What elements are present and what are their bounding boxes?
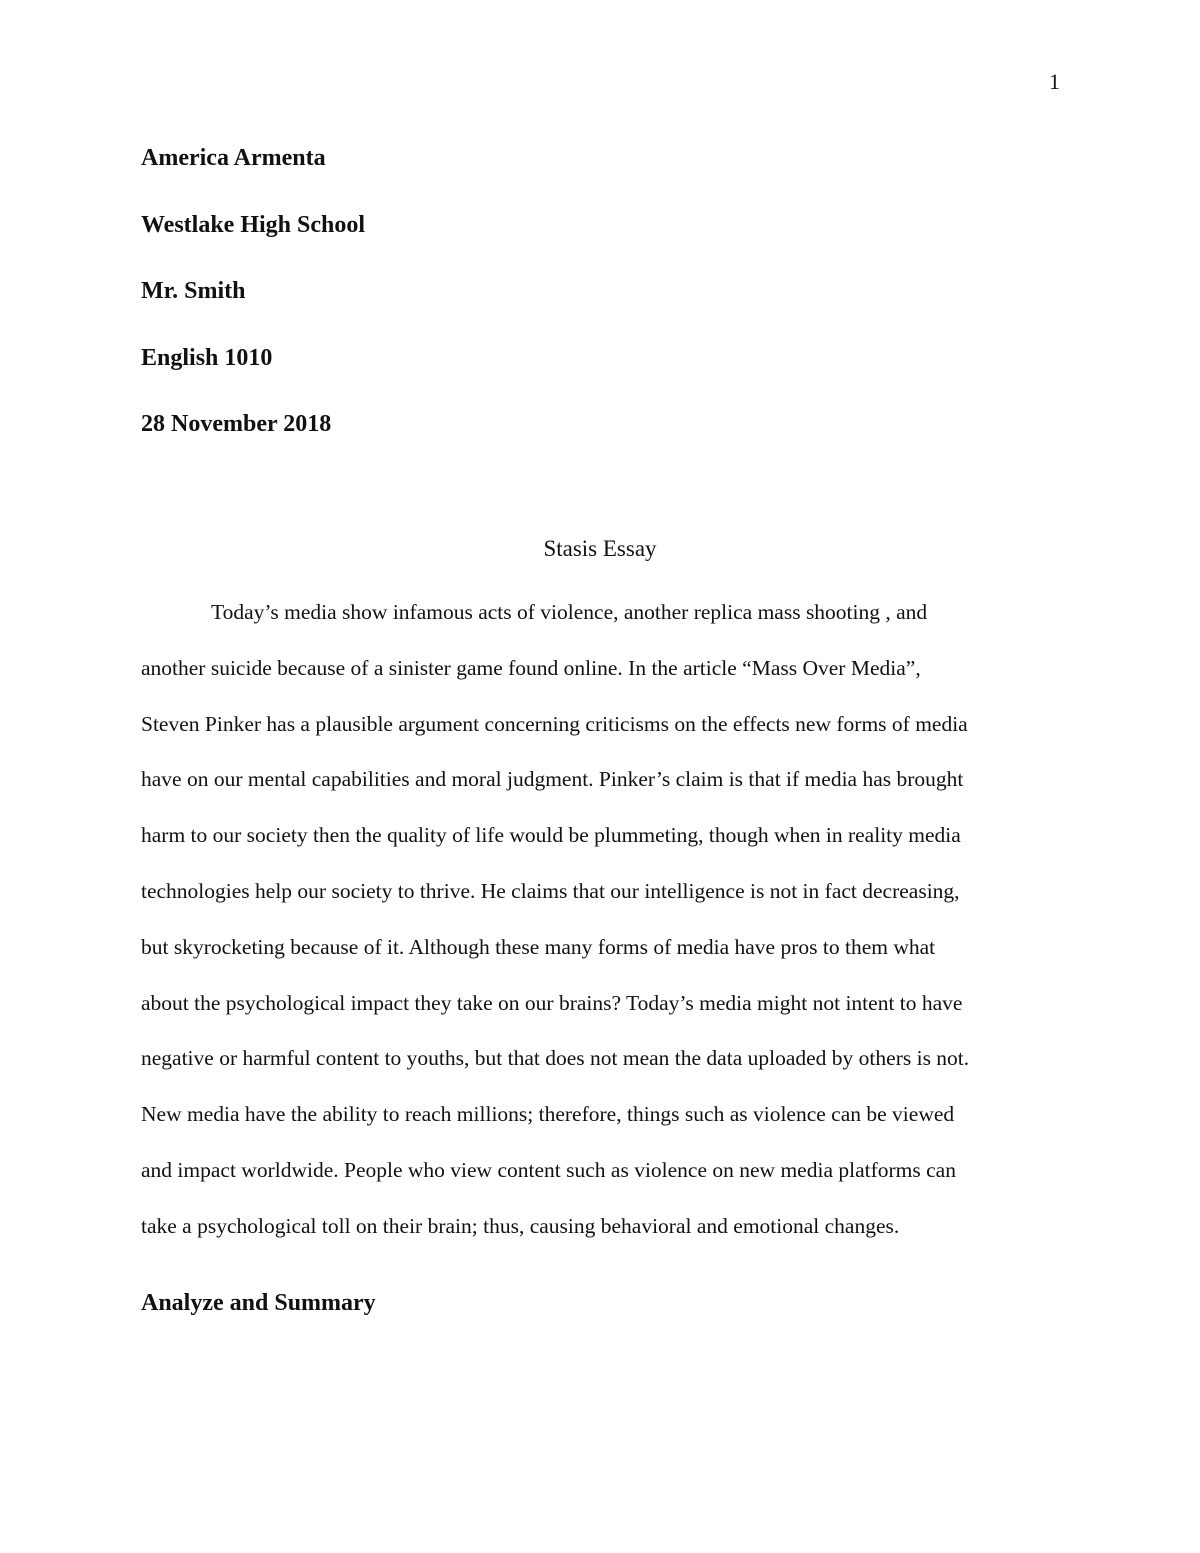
- paragraph-line: negative or harmful content to youths, but that does not mean the data uploaded by others is not.: [141, 1046, 970, 1071]
- mla-header: [141, 142, 1061, 475]
- paragraph-line: and impact worldwide. People who view content such as violence on new media platforms can: [141, 1157, 956, 1182]
- paragraph-line: take a psychological toll on their brain; thus, causing behavioral and emotional changes.: [141, 1213, 900, 1238]
- paragraph-line: but skyrocketing because of it. Although these many forms of media have pros to them what: [141, 934, 936, 959]
- paragraph-line: harm to our society then the quality of life would be plummeting, though when in reality media: [141, 823, 961, 848]
- instructor-name: Mr. Smith: [141, 278, 246, 304]
- author-name: America Armenta: [141, 145, 326, 171]
- essay-title: Stasis Essay: [543, 536, 657, 561]
- paragraph-line: another suicide because of a sinister game found online. In the article “Mass Over Media”,: [141, 655, 921, 680]
- intro-paragraph: [141, 593, 1053, 1263]
- paragraph-line: technologies help our society to thrive. He claims that our intelligence is not in fact decreasing,: [141, 878, 960, 903]
- paragraph-line: Steven Pinker has a plausible argument concerning criticisms on the effects new forms of media: [141, 711, 968, 736]
- course-name: English 1010: [141, 344, 273, 371]
- date: 28 November 2018: [141, 411, 332, 437]
- school-name: Westlake High School: [141, 211, 366, 238]
- paragraph-line: have on our mental capabilities and moral judgment. Pinker’s claim is that if media has brought: [141, 767, 964, 792]
- page-number: 1: [1049, 69, 1060, 94]
- paragraph-line: New media have the ability to reach millions; therefore, things such as violence can be viewed: [141, 1102, 955, 1127]
- paragraph-line: about the psychological impact they take on our brains? Today’s media might not intent to have: [141, 990, 963, 1015]
- paragraph-line: Today’s media show infamous acts of violence, another replica mass shooting , and: [211, 600, 928, 624]
- section-heading: Analyze and Summary: [141, 1290, 376, 1316]
